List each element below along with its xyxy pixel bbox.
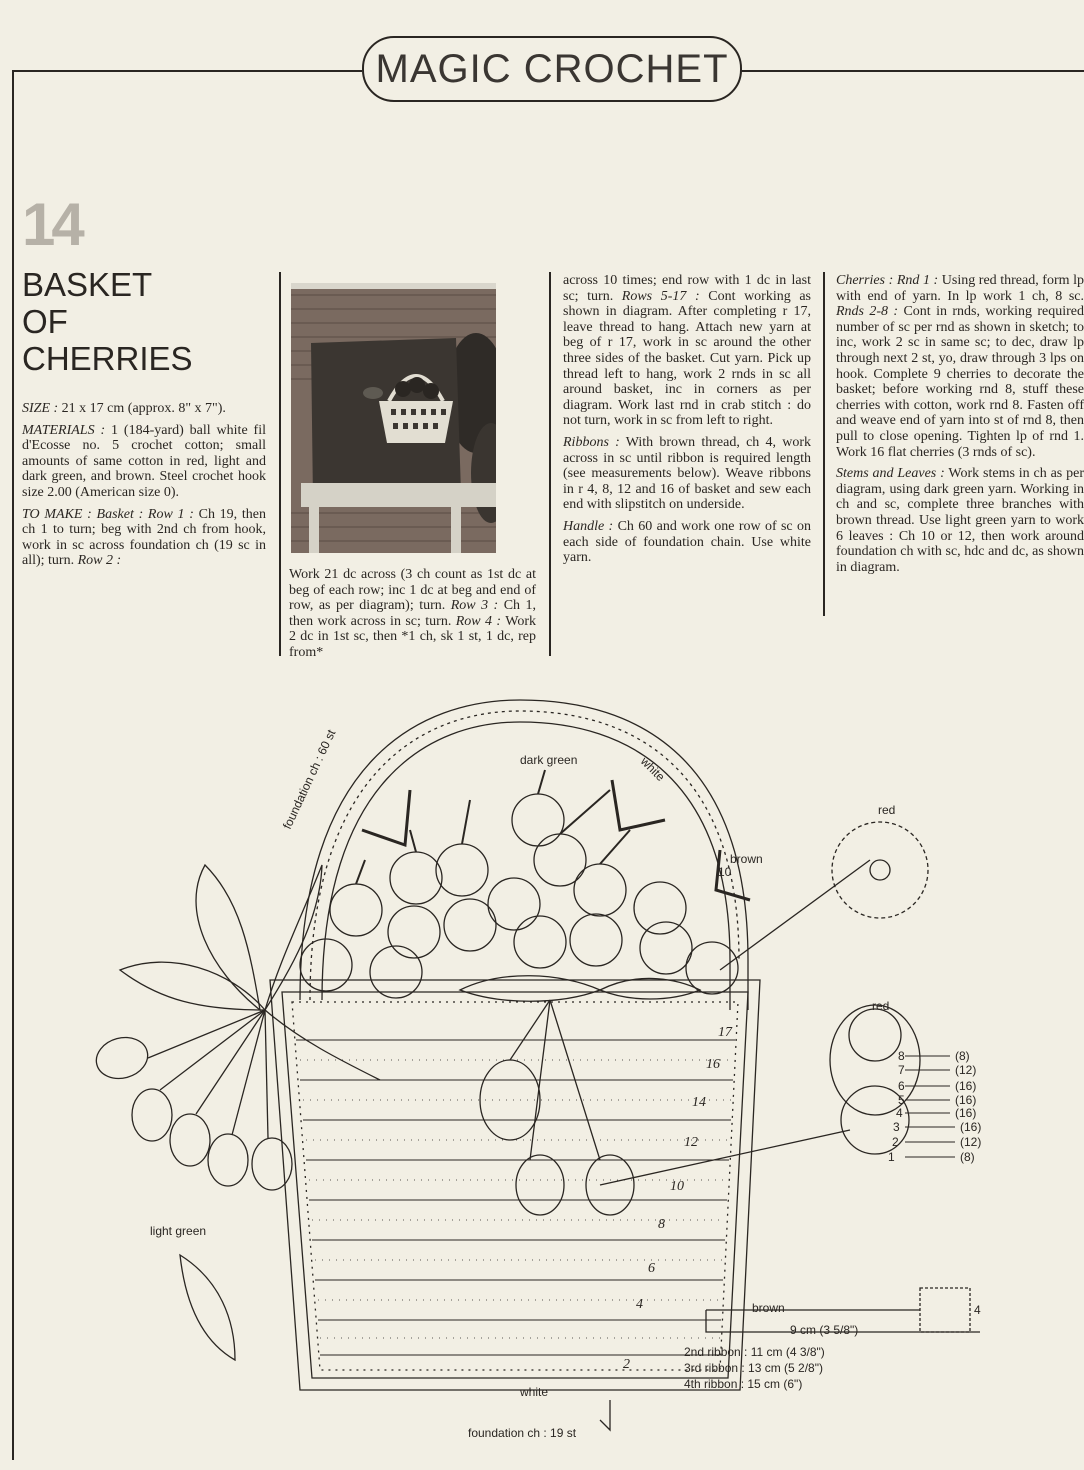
cherry-round-count: (16) [955, 1106, 977, 1120]
ribbon-length-4: 4th ribbon : 15 cm (6") [684, 1377, 803, 1391]
basket-white-label: white [520, 1385, 549, 1399]
stems-label: Stems and Leaves : [836, 466, 945, 482]
size-label: SIZE : [22, 401, 59, 416]
rnds-label: Rnds 2-8 : [836, 304, 899, 320]
to-make-label: TO MAKE : Basket : Row 1 : [22, 506, 194, 522]
cherry-round-count: (16) [955, 1093, 977, 1107]
handle-white-label: white [637, 754, 668, 784]
photo-illustration [291, 283, 496, 553]
column-rule [823, 272, 825, 616]
cherry-round-count: (16) [955, 1079, 977, 1093]
crochet-diagram [0, 680, 1084, 1470]
cherry-round-number: 6 [898, 1079, 905, 1093]
cherry-round-count: (12) [960, 1135, 982, 1149]
left-branch [92, 865, 380, 1360]
row4-continued: across 10 times; end row with 1 dc in last sc; turn. [563, 273, 811, 304]
cherry-round-count: (12) [955, 1063, 977, 1077]
handle-paragraph [563, 519, 811, 566]
row-number: 17 [718, 1025, 732, 1040]
handle-foundation-label: foundation ch : 60 st [280, 727, 339, 832]
stems-text: Work stems in ch as per diagram, using dark green yarn. Working in ch and sc, complete three branches with brown thread. Use light green yarn to work 6 leaves : Ch 10 or 12, then work around foundation ch with sc, hdc and dc, as shown in diagram. [836, 466, 1084, 575]
row-number: 12 [684, 1135, 698, 1150]
column-rule [279, 272, 281, 656]
foundation-label: foundation ch : 19 st [468, 1426, 577, 1440]
header-rule-right [738, 70, 1084, 72]
text-column-3 [563, 273, 811, 572]
row-number: 4 [636, 1297, 643, 1312]
magazine-title: MAGIC CROCHET [362, 36, 742, 102]
cherry-round-count: (8) [955, 1049, 970, 1063]
cherry-round-number: 3 [893, 1120, 900, 1134]
brown-label: brown [730, 852, 763, 866]
cherries-paragraph [836, 273, 1084, 460]
brown-branches [362, 780, 750, 900]
row4-text: Work 2 dc in 1st sc, then *1 ch, sk 1 st, 1 dc, rep from* [289, 613, 536, 660]
cherry-round-number: 7 [898, 1063, 905, 1077]
rows-paragraph [563, 273, 811, 429]
row-number: 10 [670, 1179, 684, 1194]
ribbon-length-1: 9 cm (3 5/8") [790, 1323, 859, 1337]
red-label-1: red [878, 803, 896, 817]
cherry-round-number: 2 [892, 1135, 899, 1149]
center-branch [460, 976, 700, 1215]
rnds-text: Cont in rnds, working required number of sc per rnd as shown in sketch; to inc, work 2 sc in same sc; to dec, draw lp through next 2 st, yo, draw through 3 lps on hook. Complete 9 cherries to decorate the basket; before working rnd 8, stuff these cherries with cotton, work rnd 8. Fasten off and weave end of yarn into st of rnd 8, then pull to close opening. Tighten lp of rnd 1. Work 16 flat cherries (3 rnds of sc). [836, 304, 1084, 460]
title-line: BASKET [22, 266, 153, 303]
row-number: 16 [706, 1057, 720, 1072]
text-column-1 [22, 401, 266, 575]
materials-label: MATERIALS : [22, 422, 106, 438]
handle-label: Handle : [563, 518, 614, 534]
row-number: 2 [623, 1357, 630, 1372]
to-make-text: Ch 19, then ch 1 to turn; beg with 2nd ch from hook, work in sc across foundation ch (19 sc in all); turn. [22, 506, 266, 569]
ribbon-brown-label: brown [752, 1301, 785, 1315]
stems-paragraph [836, 466, 1084, 575]
cherry-round-number: 5 [898, 1093, 905, 1107]
materials-paragraph [22, 423, 266, 501]
row3-label: Row 3 : [450, 598, 499, 614]
light-green-label: light green [150, 1224, 207, 1238]
text-column-4 [836, 273, 1084, 581]
cherry-round-number: 8 [898, 1049, 905, 1063]
cherry-round-number: 1 [888, 1150, 895, 1164]
to-make-paragraph [22, 507, 266, 569]
row2-paragraph [289, 567, 536, 661]
ribbon-length-2: 2nd ribbon : 11 cm (4 3/8") [684, 1345, 825, 1359]
header-rule-left [12, 70, 362, 72]
pattern-number: 14 [22, 191, 81, 258]
handle-text: Ch 60 and work one row of sc on each side of foundation chain. Use white yarn. [563, 518, 811, 566]
basket-cherries [300, 794, 738, 998]
row3-text: Ch 1, then work across in sc; turn. [289, 598, 536, 629]
ribbon-width-number: 4 [974, 1303, 981, 1317]
dark-green-label: dark green [520, 753, 578, 767]
red-cherry-stuffed [830, 1005, 920, 1115]
basket-rows [296, 1040, 735, 1355]
row4-label: Row 4 : [455, 613, 502, 629]
size-text: 21 x 17 cm (approx. 8" x 7"). [58, 401, 226, 416]
pillow-photo [291, 283, 496, 553]
materials-text: 1 (184-yard) ball white fil d'Ecosse no. 5 crochet cotton; small amounts of same cotton in red, light and dark green, and brown. Steel crochet hook size 2.00 (American size 0). [22, 422, 266, 500]
row-number: 6 [648, 1261, 655, 1276]
red-cherry-flat [832, 822, 928, 918]
cherries-label: Cherries : Rnd 1 : [836, 273, 939, 288]
cherry-round-count: (8) [960, 1150, 975, 1164]
rows-5-17-text: Cont working as shown in diagram. After completing r 17, leave thread to hang. Attach new yarn at beg of r 17, work in sc around the other three sides of the basket. Cut yarn. Pick up thread left to hang, work 2 rnds in sc all around basket, inc in corners as per diagram. Work last rnd in crab stitch : do not turn, work in sc from left to right. [563, 288, 811, 429]
row-number: 8 [658, 1217, 665, 1232]
row-number: 14 [692, 1095, 706, 1110]
text-column-2 [289, 567, 536, 667]
brown-branch-number: 10 [718, 865, 732, 879]
light-green-leaf [180, 1255, 235, 1360]
handle-outer [300, 700, 748, 1010]
cherry-round-count: (16) [960, 1120, 982, 1134]
basket-stitch-marks [300, 1060, 733, 1338]
cherries-text: Using red thread, form lp with end of yarn. In lp work 1 ch, 8 sc. [836, 273, 1084, 304]
ribbons-paragraph [563, 435, 811, 513]
ribbon-length-3: 3rd ribbon : 13 cm (5 2/8") [684, 1361, 823, 1375]
pattern-title [22, 266, 272, 377]
rows-5-17-label: Rows 5-17 : [621, 288, 700, 304]
column-rule [549, 272, 551, 656]
title-line: OF [22, 303, 68, 340]
red-label-2: red [872, 999, 890, 1013]
title-line: CHERRIES [22, 340, 193, 377]
cherry-round-number: 4 [896, 1106, 903, 1120]
row2-label: Row 2 : [77, 553, 122, 569]
basket-outline [270, 980, 760, 1390]
ribbons-text: With brown thread, ch 4, work across in sc until ribbon is required length (see measurements below). Weave ribbons in r 4, 8, 12 and 16 of basket and sew each end with slipstitch on underside. [563, 434, 811, 513]
ribbons-label: Ribbons : [563, 434, 620, 450]
size-paragraph [22, 401, 266, 417]
row2-text: Work 21 dc across (3 ch count as 1st dc at beg of each row; inc 1 dc at beg and end of row, as per diagram); turn. [289, 567, 536, 614]
